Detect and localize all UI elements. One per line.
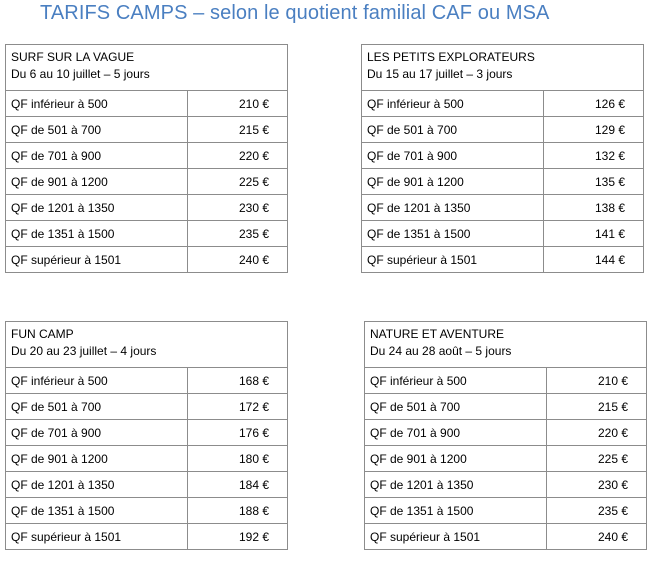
qf-bracket-label: QF de 701 à 900 xyxy=(6,143,188,169)
camp-dates: Du 20 au 23 juillet – 4 jours xyxy=(11,344,157,358)
price-value: 180 € xyxy=(188,446,288,472)
price-value: 230 € xyxy=(547,472,647,498)
qf-bracket-label: QF de 1201 à 1350 xyxy=(6,195,188,221)
price-value: 184 € xyxy=(188,472,288,498)
qf-bracket-label: QF de 901 à 1200 xyxy=(365,446,547,472)
tariff-row xyxy=(362,117,644,143)
page-title: TARIFS CAMPS – selon le quotient familial CAF ou MSA xyxy=(40,2,550,24)
price-value: 138 € xyxy=(544,195,644,221)
price-value: 144 € xyxy=(544,247,644,273)
price-value: 172 € xyxy=(188,394,288,420)
tariff-row xyxy=(365,472,647,498)
qf-bracket-label: QF de 1351 à 1500 xyxy=(6,221,188,247)
tariff-row xyxy=(6,221,288,247)
tariff-row xyxy=(6,446,288,472)
price-value: 215 € xyxy=(188,117,288,143)
qf-bracket-label: QF de 501 à 700 xyxy=(365,394,547,420)
qf-bracket-label: QF de 1201 à 1350 xyxy=(6,472,188,498)
tariff-row xyxy=(6,394,288,420)
camp-header xyxy=(362,45,644,91)
price-value: 168 € xyxy=(188,368,288,394)
camp-name: SURF SUR LA VAGUE xyxy=(11,50,135,64)
price-value: 235 € xyxy=(547,498,647,524)
qf-bracket-label: QF inférieur à 500 xyxy=(365,368,547,394)
price-value: 210 € xyxy=(547,368,647,394)
tariff-row xyxy=(6,117,288,143)
price-value: 230 € xyxy=(188,195,288,221)
tariff-row xyxy=(6,169,288,195)
tariff-row xyxy=(6,472,288,498)
tariff-row xyxy=(6,195,288,221)
camp-header-row xyxy=(6,45,288,91)
camp-name: NATURE ET AVENTURE xyxy=(370,327,505,341)
qf-bracket-label: QF supérieur à 1501 xyxy=(362,247,544,273)
qf-bracket-label: QF de 1351 à 1500 xyxy=(365,498,547,524)
price-value: 220 € xyxy=(547,420,647,446)
tariff-row xyxy=(6,498,288,524)
tariff-row xyxy=(6,247,288,273)
qf-bracket-label: QF supérieur à 1501 xyxy=(365,524,547,550)
qf-bracket-label: QF inférieur à 500 xyxy=(362,91,544,117)
qf-bracket-label: QF de 701 à 900 xyxy=(362,143,544,169)
camp-name: FUN CAMP xyxy=(11,327,74,341)
tariff-row xyxy=(362,195,644,221)
qf-bracket-label: QF de 1351 à 1500 xyxy=(6,498,188,524)
qf-bracket-label: QF de 501 à 700 xyxy=(362,117,544,143)
camp-table-explorateurs xyxy=(361,44,644,273)
tariff-row xyxy=(6,143,288,169)
price-value: 225 € xyxy=(547,446,647,472)
camp-dates: Du 15 au 17 juillet – 3 jours xyxy=(367,67,513,81)
tariff-row xyxy=(362,221,644,247)
qf-bracket-label: QF de 701 à 900 xyxy=(365,420,547,446)
price-value: 240 € xyxy=(547,524,647,550)
tariff-row xyxy=(6,91,288,117)
camp-table-surf xyxy=(5,44,288,273)
price-value: 176 € xyxy=(188,420,288,446)
tariff-row xyxy=(362,169,644,195)
tariff-row xyxy=(365,498,647,524)
camp-name: LES PETITS EXPLORATEURS xyxy=(367,50,535,64)
qf-bracket-label: QF de 501 à 700 xyxy=(6,394,188,420)
qf-bracket-label: QF de 901 à 1200 xyxy=(6,169,188,195)
price-value: 235 € xyxy=(188,221,288,247)
tariff-row xyxy=(362,91,644,117)
price-value: 188 € xyxy=(188,498,288,524)
qf-bracket-label: QF de 901 à 1200 xyxy=(6,446,188,472)
tariff-row xyxy=(362,247,644,273)
qf-bracket-label: QF supérieur à 1501 xyxy=(6,247,188,273)
qf-bracket-label: QF inférieur à 500 xyxy=(6,91,188,117)
camp-table-nature-aventure xyxy=(364,321,647,550)
tariff-row xyxy=(6,420,288,446)
camp-header-row xyxy=(6,322,288,368)
price-value: 240 € xyxy=(188,247,288,273)
camp-header-row xyxy=(362,45,644,91)
price-value: 141 € xyxy=(544,221,644,247)
tariff-row xyxy=(365,394,647,420)
price-value: 132 € xyxy=(544,143,644,169)
price-value: 126 € xyxy=(544,91,644,117)
tariff-row xyxy=(365,524,647,550)
qf-bracket-label: QF de 1201 à 1350 xyxy=(365,472,547,498)
qf-bracket-label: QF de 501 à 700 xyxy=(6,117,188,143)
camp-table-fun-camp xyxy=(5,321,288,550)
price-value: 215 € xyxy=(547,394,647,420)
camp-header xyxy=(6,45,288,91)
tariff-row xyxy=(365,420,647,446)
qf-bracket-label: QF inférieur à 500 xyxy=(6,368,188,394)
price-value: 135 € xyxy=(544,169,644,195)
price-value: 129 € xyxy=(544,117,644,143)
qf-bracket-label: QF de 701 à 900 xyxy=(6,420,188,446)
price-value: 210 € xyxy=(188,91,288,117)
price-value: 225 € xyxy=(188,169,288,195)
qf-bracket-label: QF de 901 à 1200 xyxy=(362,169,544,195)
price-value: 220 € xyxy=(188,143,288,169)
qf-bracket-label: QF de 1351 à 1500 xyxy=(362,221,544,247)
tariff-row xyxy=(365,446,647,472)
camp-header xyxy=(6,322,288,368)
camp-header xyxy=(365,322,647,368)
camp-dates: Du 24 au 28 août – 5 jours xyxy=(370,344,512,358)
price-value: 192 € xyxy=(188,524,288,550)
tariff-row xyxy=(362,143,644,169)
qf-bracket-label: QF de 1201 à 1350 xyxy=(362,195,544,221)
qf-bracket-label: QF supérieur à 1501 xyxy=(6,524,188,550)
tariff-row xyxy=(365,368,647,394)
camp-dates: Du 6 au 10 juillet – 5 jours xyxy=(11,67,150,81)
tariff-row xyxy=(6,368,288,394)
tariff-row xyxy=(6,524,288,550)
camp-header-row xyxy=(365,322,647,368)
